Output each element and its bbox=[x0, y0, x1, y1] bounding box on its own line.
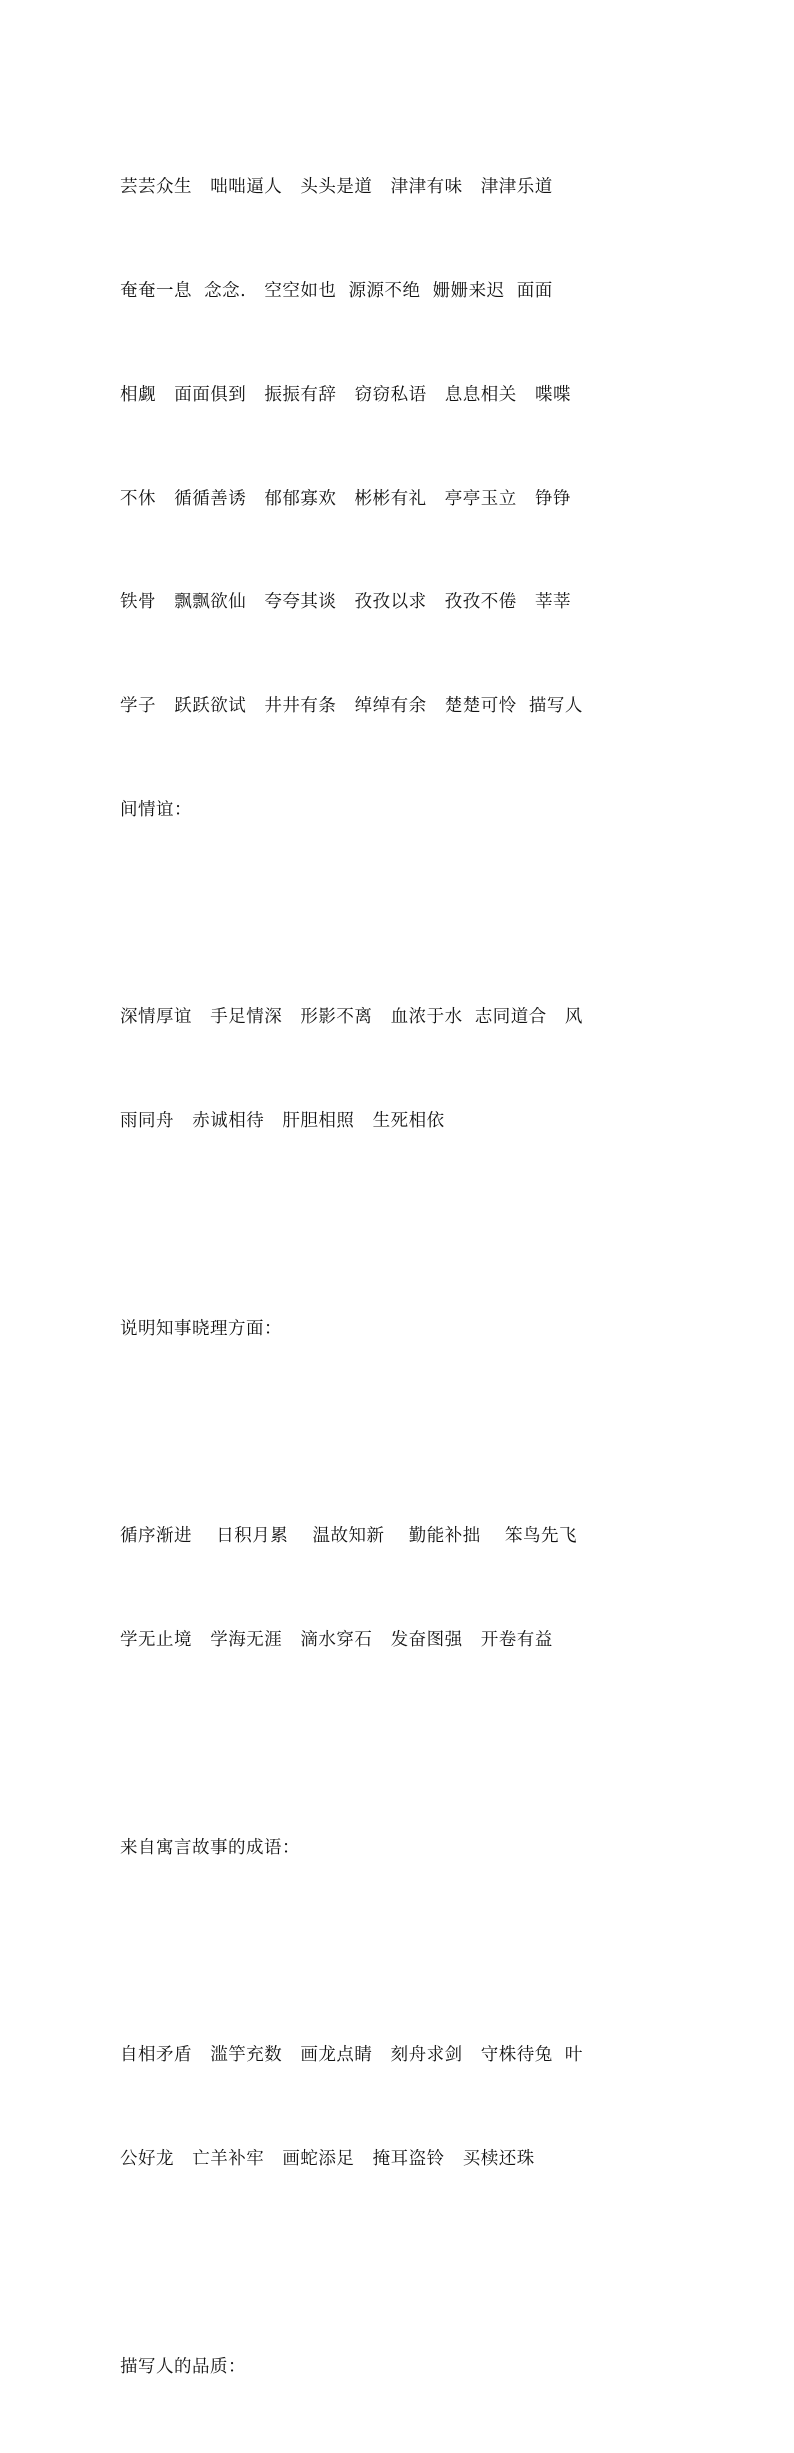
text-line: 间情谊： bbox=[120, 799, 192, 820]
text-line: 奄奄一息 念念. 空空如也 源源不绝 姗姗来迟 面面 bbox=[120, 280, 553, 301]
text-line: 学子 跃跃欲试 井井有条 绰绰有余 楚楚可怜 描写人 bbox=[120, 696, 583, 717]
text-line: 深情厚谊 手足情深 形影不离 血浓于水 志同道合 风 bbox=[120, 1007, 583, 1028]
text-line: 雨同舟 赤诚相待 肝胆相照 生死相依 bbox=[120, 1111, 445, 1132]
text-line: 铁骨 飘飘欲仙 夸夸其谈 孜孜以求 孜孜不倦 莘莘 bbox=[120, 592, 571, 613]
section-heading: 来自寓言故事的成语： bbox=[120, 1837, 300, 1858]
blank-line bbox=[120, 897, 676, 932]
text-line: 循序渐进 日积月累 温故知新 勤能补拙 笨鸟先飞 bbox=[120, 1526, 578, 1547]
blank-line bbox=[120, 2246, 676, 2281]
text-line: 不休 循循善诱 郁郁寡欢 彬彬有礼 亭亭玉立 铮铮 bbox=[120, 488, 571, 509]
text-line: 芸芸众生 咄咄逼人 头头是道 津津有味 津津乐道 bbox=[120, 177, 553, 198]
text-line: 自相矛盾 滥竽充数 画龙点睛 刻舟求剑 守株待兔 叶 bbox=[120, 2045, 583, 2066]
text-line: 相觑 面面俱到 振振有辞 窃窃私语 息息相关 喋喋 bbox=[120, 384, 571, 405]
text-line: 学无止境 学海无涯 滴水穿石 发奋图强 开卷有益 bbox=[120, 1630, 553, 1651]
blank-line bbox=[120, 1416, 676, 1451]
document-body bbox=[120, 101, 676, 2453]
section-heading: 描写人的品质： bbox=[120, 2356, 246, 2377]
section-heading: 说明知事晓理方面： bbox=[120, 1318, 282, 1339]
blank-line bbox=[120, 1208, 676, 1243]
blank-line bbox=[120, 1934, 676, 1969]
text-line: 公好龙 亡羊补牢 画蛇添足 掩耳盗铃 买椟还珠 bbox=[120, 2149, 535, 2170]
blank-line bbox=[120, 1727, 676, 1762]
